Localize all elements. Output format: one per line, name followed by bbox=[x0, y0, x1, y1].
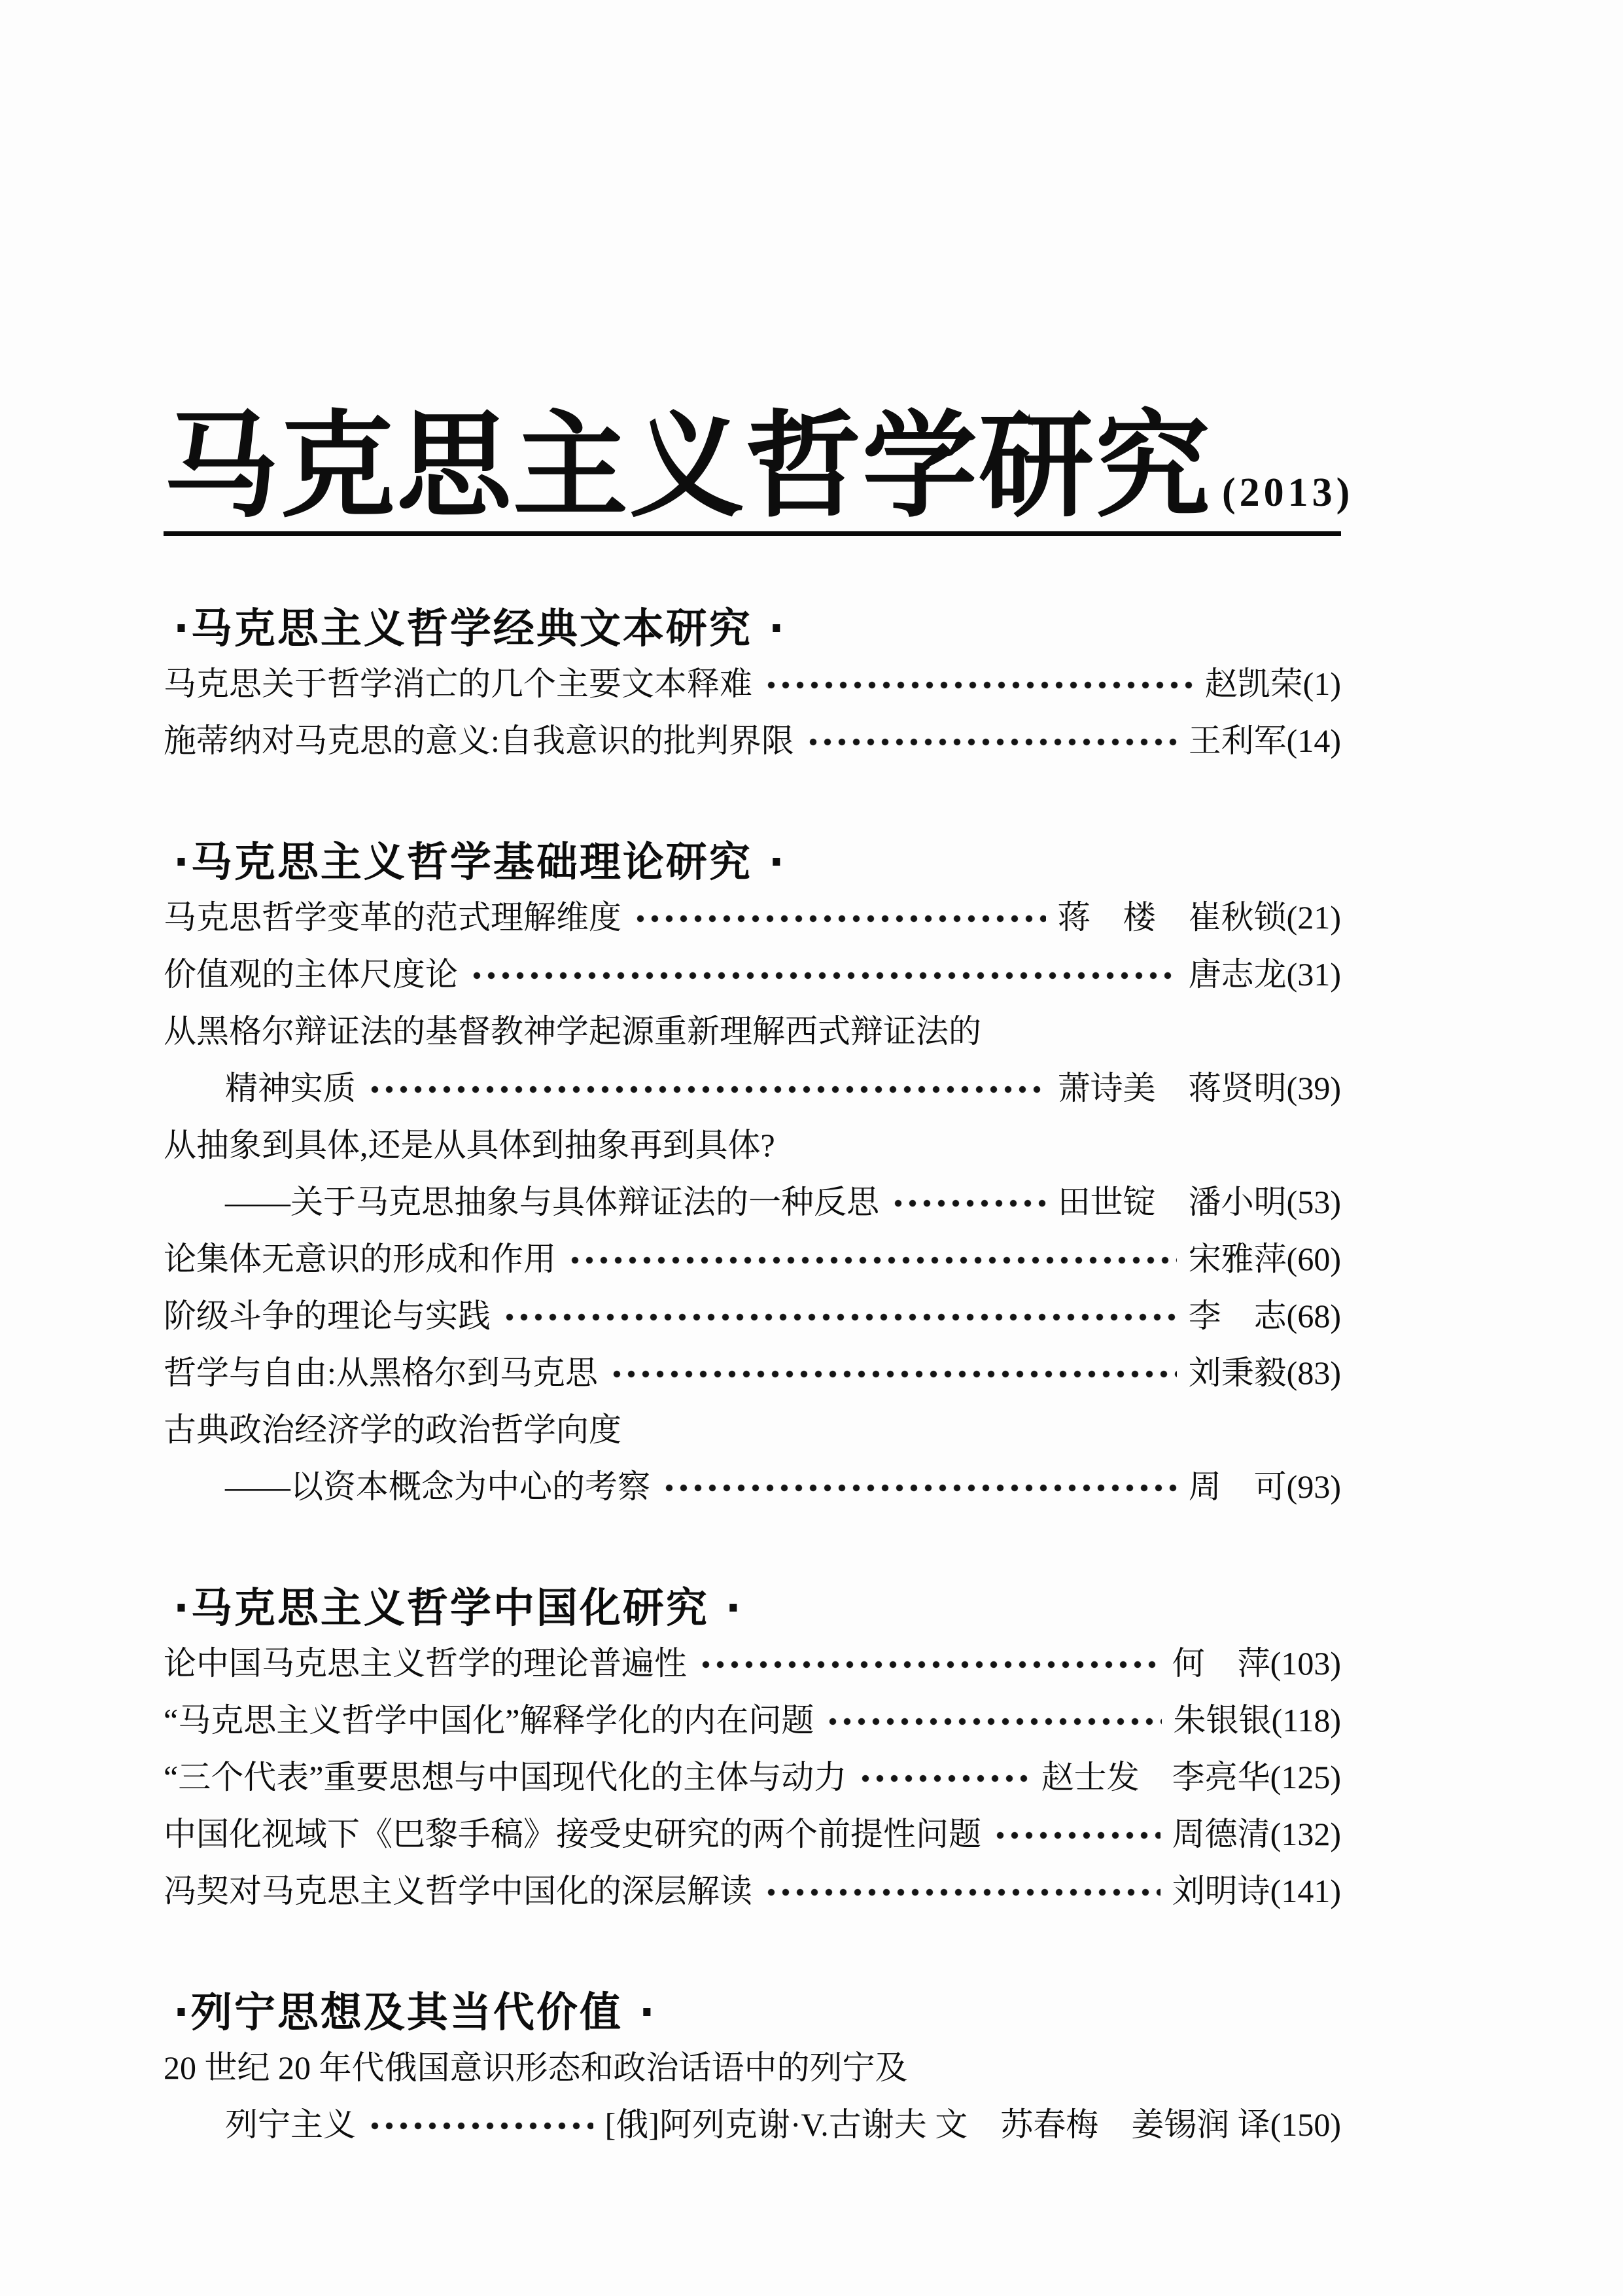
section-heading: ·马克思主义哲学中国化研究 · bbox=[173, 1584, 743, 1632]
entry-title: 古典政治经济学的政治哲学向度 bbox=[164, 1411, 621, 1448]
toc-line bbox=[164, 1749, 1341, 1806]
entry-author-page: 刘明诗(141) bbox=[1172, 1873, 1341, 1909]
entry-title: 从抽象到具体,还是从具体到抽象再到具体? bbox=[164, 1127, 775, 1163]
entry-title: 马克思哲学变革的范式理解维度 bbox=[164, 899, 621, 936]
dot-leader bbox=[610, 1345, 1177, 1402]
title-year: (2013) bbox=[1222, 470, 1354, 515]
entry-title-continuation: 列宁主义 bbox=[225, 2106, 356, 2143]
entry-author-page: 宋雅萍(60) bbox=[1188, 1241, 1341, 1277]
toc-line bbox=[164, 2040, 1341, 2096]
toc-line bbox=[164, 1345, 1341, 1402]
toc-line bbox=[164, 1117, 1341, 1174]
page-title: 马克思主义哲学研究 bbox=[164, 398, 1212, 533]
entry-title: 论中国马克思主义哲学的理论普遍性 bbox=[164, 1645, 687, 1682]
toc-line bbox=[164, 1806, 1341, 1863]
entry-title: 哲学与自由:从黑格尔到马克思 bbox=[164, 1354, 598, 1391]
entry-title: 马克思关于哲学消亡的几个主要文本释难 bbox=[164, 665, 752, 702]
entry-title: “三个代表”重要思想与中国现代化的主体与动力 bbox=[164, 1759, 847, 1795]
dot-leader bbox=[806, 713, 1177, 769]
dot-leader bbox=[662, 1458, 1177, 1515]
entry-title: 中国化视域下《巴黎手稿》接受史研究的两个前提性问题 bbox=[164, 1816, 981, 1852]
toc-line bbox=[164, 1174, 1341, 1231]
entry-title: 论集体无意识的形成和作用 bbox=[164, 1241, 556, 1277]
entry-author-page: 王利军(14) bbox=[1188, 722, 1341, 759]
entry-author-page: 刘秉毅(83) bbox=[1188, 1354, 1341, 1391]
toc-line bbox=[164, 1635, 1341, 1692]
toc-line bbox=[164, 946, 1341, 1003]
toc-line bbox=[164, 713, 1341, 769]
entry-author-page: 周德清(132) bbox=[1172, 1816, 1341, 1852]
toc-line bbox=[164, 2096, 1341, 2153]
entry-author-page: 唐志龙(31) bbox=[1188, 956, 1341, 993]
entry-title: 从黑格尔辩证法的基督教神学起源重新理解西式辩证法的 bbox=[164, 1013, 981, 1050]
dot-leader bbox=[470, 946, 1177, 1003]
toc-line bbox=[164, 1458, 1341, 1515]
entry-author-page: 萧诗美 蒋贤明(39) bbox=[1057, 1070, 1341, 1106]
dot-leader bbox=[891, 1174, 1046, 1231]
dot-leader bbox=[368, 2096, 593, 2153]
entry-title: 冯契对马克思主义哲学中国化的深层解读 bbox=[164, 1873, 752, 1909]
dot-leader bbox=[633, 889, 1046, 946]
entry-title: 20 世纪 20 年代俄国意识形态和政治话语中的列宁及 bbox=[164, 2049, 908, 2086]
entry-author-page: 赵士发 李亮华(125) bbox=[1041, 1759, 1341, 1795]
toc-line bbox=[164, 1231, 1341, 1288]
section-heading: ·马克思主义哲学经典文本研究 · bbox=[173, 605, 786, 652]
dot-leader bbox=[993, 1806, 1161, 1863]
toc-line bbox=[164, 1060, 1341, 1117]
toc-line bbox=[164, 1692, 1341, 1749]
dot-leader bbox=[699, 1635, 1161, 1692]
dot-leader bbox=[764, 656, 1193, 713]
dot-leader bbox=[568, 1231, 1177, 1288]
dot-leader bbox=[858, 1749, 1029, 1806]
entry-author-page: 田世锭 潘小明(53) bbox=[1057, 1184, 1341, 1220]
entry-title: 价值观的主体尺度论 bbox=[164, 956, 458, 993]
toc-line bbox=[164, 1288, 1341, 1345]
toc-line bbox=[164, 889, 1341, 946]
masthead bbox=[164, 398, 1354, 536]
entry-author-page: 赵凯荣(1) bbox=[1204, 665, 1341, 702]
entry-author-page: 周 可(93) bbox=[1188, 1468, 1341, 1505]
section-heading: ·列宁思想及其当代价值 · bbox=[173, 1988, 657, 2036]
entry-title-continuation: ——关于马克思抽象与具体辩证法的一种反思 bbox=[225, 1184, 879, 1220]
entry-author-page: [俄]阿列克谢·V.古谢夫 文 苏春梅 姜锡润 译(150) bbox=[604, 2106, 1341, 2143]
toc-line bbox=[164, 1402, 1341, 1458]
dot-leader bbox=[368, 1060, 1046, 1117]
toc-content bbox=[164, 398, 1354, 2153]
entry-author-page: 蒋 楼 崔秋锁(21) bbox=[1057, 899, 1341, 936]
section-heading: ·马克思主义哲学基础理论研究 · bbox=[173, 838, 786, 886]
dot-leader bbox=[502, 1288, 1177, 1345]
toc-line bbox=[164, 656, 1341, 713]
entry-title: 施蒂纳对马克思的意义:自我意识的批判界限 bbox=[164, 722, 794, 759]
toc-line bbox=[164, 1863, 1341, 1920]
entry-author-page: 李 志(68) bbox=[1188, 1298, 1341, 1334]
dot-leader bbox=[826, 1692, 1161, 1749]
entry-title: 阶级斗争的理论与实践 bbox=[164, 1298, 491, 1334]
entry-title: “马克思主义哲学中国化”解释学化的内在问题 bbox=[164, 1702, 814, 1739]
entry-author-page: 何 萍(103) bbox=[1172, 1645, 1341, 1682]
entry-title-continuation: 精神实质 bbox=[225, 1070, 356, 1106]
toc-line bbox=[164, 1003, 1341, 1060]
entry-title-continuation: ——以资本概念为中心的考察 bbox=[225, 1468, 650, 1505]
entry-author-page: 朱银银(118) bbox=[1173, 1702, 1341, 1739]
dot-leader bbox=[764, 1863, 1161, 1920]
